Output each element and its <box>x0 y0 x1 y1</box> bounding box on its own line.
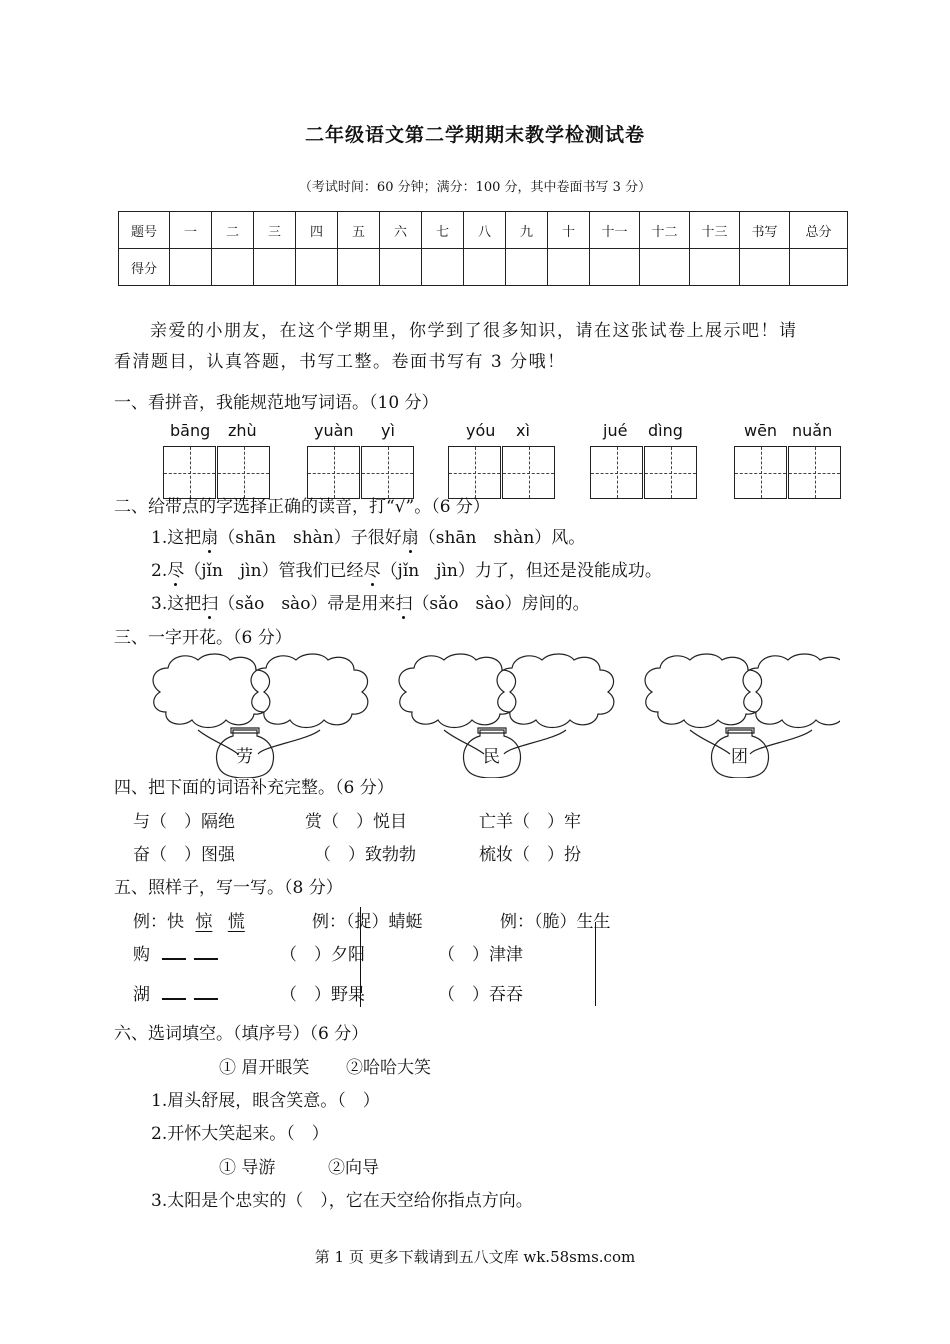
page-footer: 第 1 页 更多下载请到五八文库 wk.58sms.com <box>314 1248 636 1266</box>
score-input-cell[interactable] <box>464 249 506 286</box>
exercise-fill: （ ）夕阳 <box>280 945 365 965</box>
idiom-fill: 亡羊（ ）牢 <box>479 812 581 832</box>
pinyin: xì <box>516 421 530 440</box>
question-6-3: 3.太阳是个忠实的（ ），它在天空给你指点方向。 <box>151 1191 533 1211</box>
score-input-cell[interactable] <box>170 249 212 286</box>
question-text: 1.这把 <box>151 528 202 548</box>
score-table <box>118 211 848 286</box>
score-input-cell[interactable] <box>296 249 338 286</box>
exercise-fill: （ ）野果 <box>280 985 365 1005</box>
idiom-fill: 奋（ ）图强 <box>133 845 235 865</box>
section-5-heading: 五、照样子，写一写。（8 分） <box>114 878 343 898</box>
dotted-char: 尽 <box>364 556 381 581</box>
question-text: （sǎo sào）房间的。 <box>412 594 590 614</box>
table-cell: 十 <box>548 212 590 249</box>
option: ②向导 <box>328 1158 379 1178</box>
dotted-char: 扇 <box>402 523 419 548</box>
table-cell: 八 <box>464 212 506 249</box>
cloud-shape <box>645 654 762 728</box>
answer-blank[interactable] <box>194 958 218 960</box>
question-6-1: 1.眉头舒展，眼含笑意。（ ） <box>151 1091 380 1111</box>
option: ②哈哈大笑 <box>346 1058 431 1078</box>
pinyin: yóu <box>466 421 496 440</box>
exercise-char: 购 <box>133 945 150 965</box>
idiom-fill: （ ）致勃勃 <box>314 845 416 865</box>
score-input-cell[interactable] <box>254 249 296 286</box>
idiom-fill: 赏（ ）悦目 <box>305 812 407 832</box>
question-text: （shān shàn）子很好 <box>218 528 402 548</box>
example-2: 例：（捉）蜻蜓 <box>312 912 423 932</box>
answer-blank[interactable] <box>162 998 186 1000</box>
table-cell: 题号 <box>119 212 170 249</box>
section-1-heading: 一、看拼音，我能规范地写词语。（10 分） <box>114 393 439 413</box>
table-cell: 总分 <box>790 212 848 249</box>
dotted-char: 尽 <box>167 556 184 581</box>
question-2-2 <box>151 556 662 581</box>
section-2-heading: 二、给带点的字选择正确的读音，打“√”。（6 分） <box>114 497 490 517</box>
dotted-char: 扇 <box>201 523 218 548</box>
example-underlined-char: 惊 <box>195 912 213 932</box>
cloud-shape <box>497 654 614 728</box>
intro-line-2: 看清题目，认真答题，书写工整。卷面书写有 3 分哦！ <box>114 352 566 372</box>
table-cell: 五 <box>338 212 380 249</box>
question-text: （jǐn jìn）管我们已经 <box>184 561 364 581</box>
table-cell: 二 <box>212 212 254 249</box>
score-input-cell[interactable] <box>690 249 740 286</box>
section-4-heading: 四、把下面的词语补充完整。（6 分） <box>114 778 394 798</box>
example-text: 例：快 <box>133 912 184 932</box>
dotted-char: 扫 <box>201 589 218 614</box>
exercise-char: 湖 <box>133 985 150 1005</box>
question-text: 3.这把 <box>151 594 202 614</box>
question-6-2: 2.开怀大笑起来。（ ） <box>151 1124 329 1144</box>
intro-line-1: 亲爱的小朋友，在这个学期里，你学到了很多知识，请在这张试卷上展示吧！请 <box>150 321 798 341</box>
pinyin: nuǎn <box>792 421 833 440</box>
score-table-header-row <box>119 212 848 249</box>
writing-grid-box[interactable] <box>502 446 555 499</box>
table-cell: 十二 <box>640 212 690 249</box>
score-input-cell[interactable] <box>548 249 590 286</box>
answer-blank[interactable] <box>194 998 218 1000</box>
question-text: （jǐn jìn）力了，但还是没能成功。 <box>380 561 662 581</box>
writing-grid-box[interactable] <box>590 446 643 499</box>
score-input-cell[interactable] <box>740 249 790 286</box>
vase-character: 劳 <box>236 747 253 767</box>
option: ① 导游 <box>219 1158 276 1178</box>
table-cell: 十三 <box>690 212 740 249</box>
pinyin: bāng <box>170 421 211 440</box>
pinyin: wēn <box>744 421 778 440</box>
cloud-shape <box>153 654 270 728</box>
table-cell: 九 <box>506 212 548 249</box>
score-input-cell[interactable] <box>506 249 548 286</box>
question-2-3 <box>151 589 590 614</box>
page-title: 二年级语文第二学期期末教学检测试卷 <box>304 124 645 146</box>
exercise-fill: （ ）吞吞 <box>438 985 523 1005</box>
question-text: （shān shàn）风。 <box>418 528 586 548</box>
exercise-row <box>133 940 222 965</box>
score-table-score-row <box>119 249 848 286</box>
table-cell: 书写 <box>740 212 790 249</box>
table-cell: 得分 <box>119 249 170 286</box>
section-6-heading: 六、选词填空。（填序号）（6 分） <box>114 1024 369 1044</box>
pinyin: jué <box>603 421 628 440</box>
example-3: 例：（脆）生生 <box>500 912 611 932</box>
divider-line <box>595 922 596 1006</box>
idiom-fill: 梳妆（ ）扮 <box>479 845 581 865</box>
vase-character: 民 <box>483 747 500 767</box>
answer-blank[interactable] <box>162 958 186 960</box>
question-2-1 <box>151 523 585 548</box>
score-input-cell[interactable] <box>380 249 422 286</box>
table-cell: 六 <box>380 212 422 249</box>
pinyin: dìng <box>648 421 683 440</box>
table-cell: 十一 <box>590 212 640 249</box>
writing-grid-box[interactable] <box>734 446 787 499</box>
pinyin: zhù <box>228 421 257 440</box>
exercise-row <box>133 980 222 1005</box>
table-cell: 三 <box>254 212 296 249</box>
example-underlined-char: 慌 <box>227 912 245 932</box>
writing-grid-box[interactable] <box>644 446 697 499</box>
example-1 <box>133 907 245 932</box>
score-input-cell[interactable] <box>590 249 640 286</box>
idiom-fill: 与（ ）隔绝 <box>133 812 235 832</box>
cloud-shape <box>251 654 368 728</box>
section-3-heading: 三、一字开花。（6 分） <box>114 628 292 648</box>
score-input-cell[interactable] <box>790 249 848 286</box>
score-input-cell[interactable] <box>422 249 464 286</box>
exercise-fill: （ ）津津 <box>438 945 523 965</box>
table-cell: 一 <box>170 212 212 249</box>
dotted-char: 扫 <box>395 589 412 614</box>
score-input-cell[interactable] <box>212 249 254 286</box>
question-text: （sǎo sào）帚是用来 <box>218 594 396 614</box>
divider-line <box>360 907 361 1007</box>
option: ① 眉开眼笑 <box>219 1058 310 1078</box>
table-cell: 四 <box>296 212 338 249</box>
cloud-shape <box>399 654 516 728</box>
pinyin: yì <box>381 421 395 440</box>
score-input-cell[interactable] <box>338 249 380 286</box>
pinyin: yuàn <box>314 421 354 440</box>
score-input-cell[interactable] <box>640 249 690 286</box>
exam-info: （考试时间：60 分钟；满分：100 分，其中卷面书写 3 分） <box>298 180 652 195</box>
writing-grid-box[interactable] <box>788 446 841 499</box>
question-text: 2. <box>151 561 168 581</box>
vase-character: 团 <box>731 747 748 767</box>
table-cell: 七 <box>422 212 464 249</box>
